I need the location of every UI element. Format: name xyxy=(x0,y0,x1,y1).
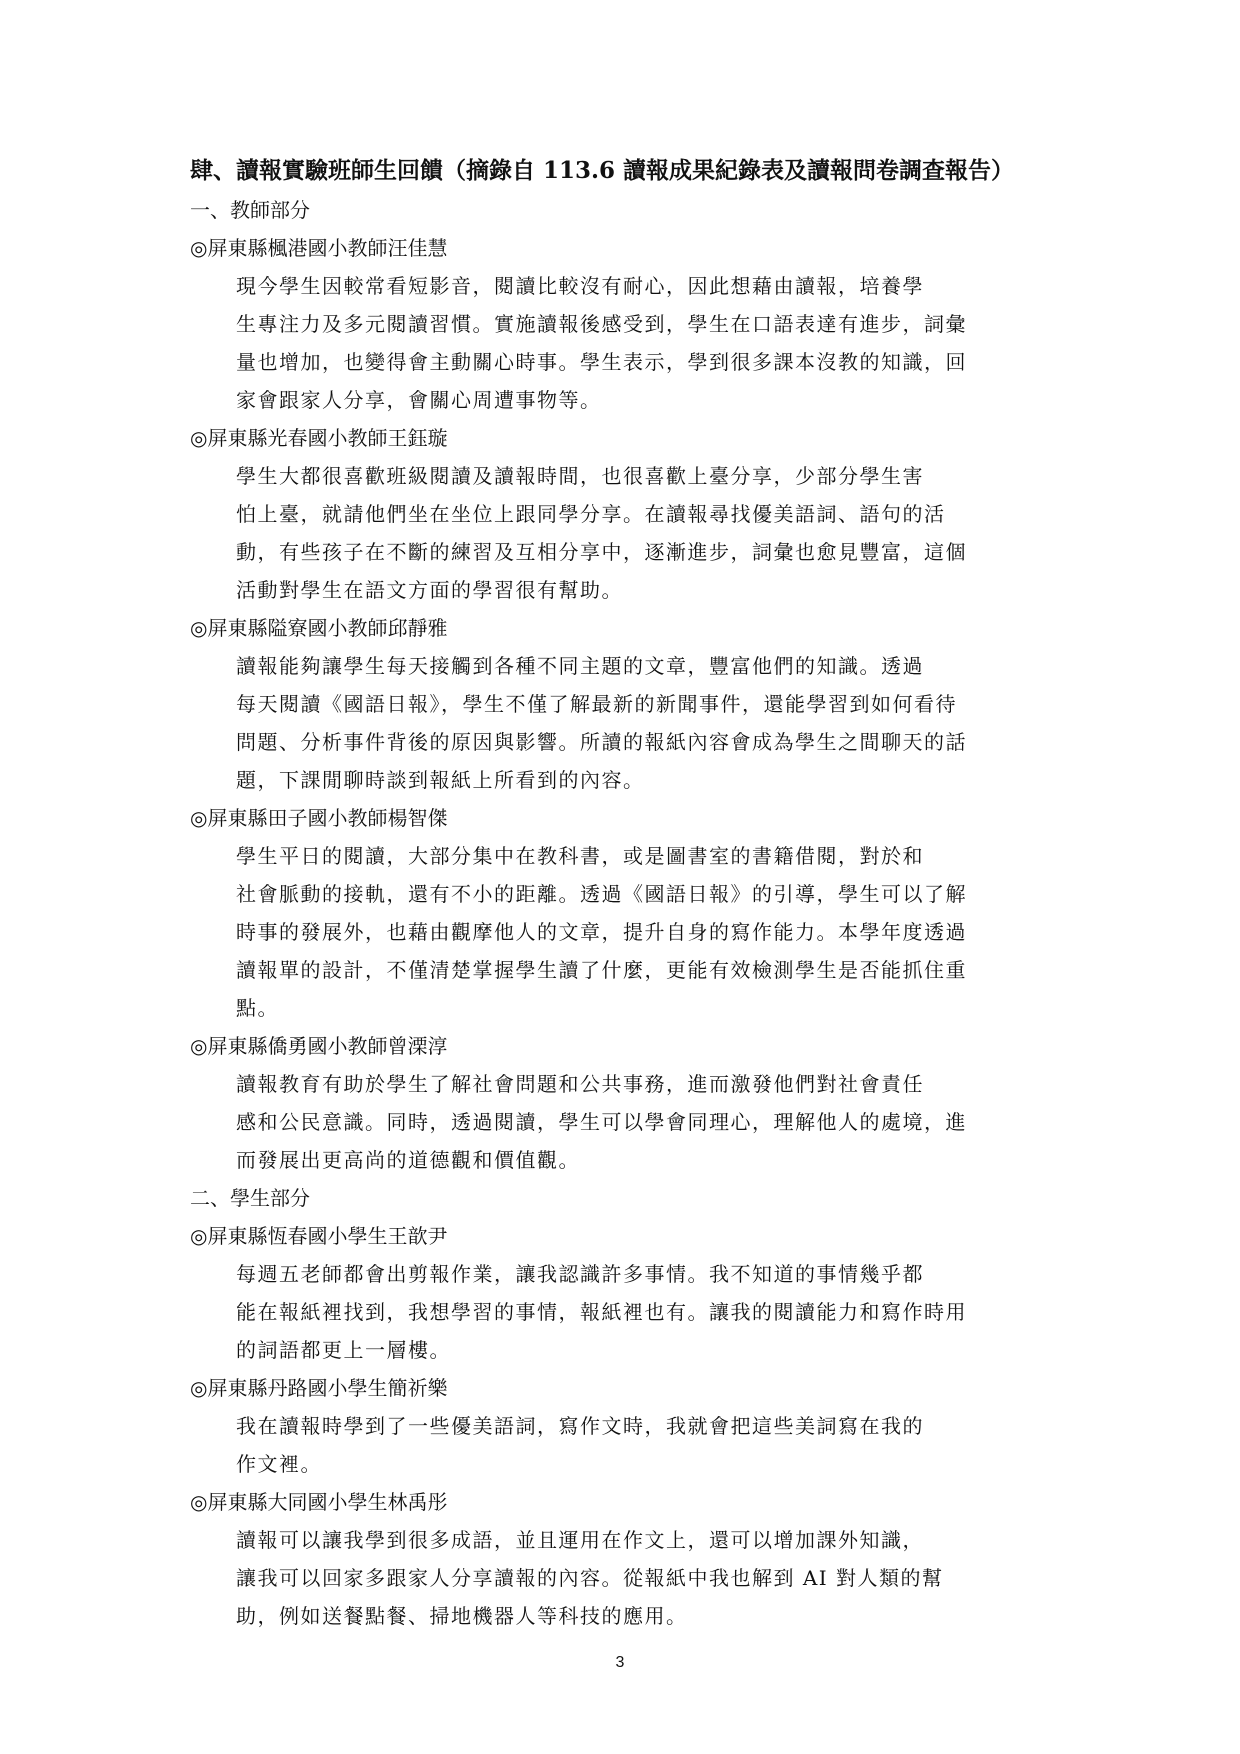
page-number: 3 xyxy=(615,1654,625,1671)
entry-paragraph xyxy=(190,1407,1090,1483)
entry-paragraph xyxy=(190,457,1090,609)
paragraph-line: 讀報能夠讓學生每天接觸到各種不同主題的文章，豐富他們的知識。透過 xyxy=(236,654,924,678)
entry-source: ◎屏東縣大同國小學生林禹彤 xyxy=(190,1490,448,1514)
paragraph-line: 時事的發展外，也藉由觀摩他人的文章，提升自身的寫作能力。本學年度透過 xyxy=(236,920,967,944)
paragraph-line: 問題、分析事件背後的原因與影響。所讀的報紙內容會成為學生之間聊天的話 xyxy=(236,730,967,754)
entry-source: ◎屏東縣楓港國小教師汪佳慧 xyxy=(190,236,448,260)
paragraph-line: 每天閱讀《國語日報》，學生不僅了解最新的新聞事件，還能學習到如何看待 xyxy=(236,692,957,716)
paragraph-line: 讀報單的設計，不僅清楚掌握學生讀了什麼，更能有效檢測學生是否能抓住重 xyxy=(236,958,967,982)
entry-source: ◎屏東縣田子國小教師楊智傑 xyxy=(190,806,448,830)
paragraph-line: 題，下課閒聊時談到報紙上所看到的內容。 xyxy=(236,768,645,792)
section-title: 一、教師部分 xyxy=(190,198,310,222)
paragraph-line: 怕上臺，就請他們坐在坐位上跟同學分享。在讀報尋找優美語詞、語句的活 xyxy=(236,502,946,526)
document-heading: 肆、讀報實驗班師生回饋（摘錄自 113.6 讀報成果紀錄表及讀報問卷調查報告） xyxy=(190,157,1015,184)
paragraph-line: 動，有些孩子在不斷的練習及互相分享中，逐漸進步，詞彙也愈見豐富，這個 xyxy=(236,540,967,564)
entry-source: ◎屏東縣光春國小教師王鈺璇 xyxy=(190,426,448,450)
paragraph-line: 助，例如送餐點餐、掃地機器人等科技的應用。 xyxy=(236,1604,688,1628)
entry-paragraph xyxy=(190,267,1090,419)
entry-source: ◎屏東縣恆春國小學生王歆尹 xyxy=(190,1224,448,1248)
entry-paragraph xyxy=(190,1065,1090,1179)
entry-paragraph xyxy=(190,1521,1090,1635)
paragraph-line: 活動對學生在語文方面的學習很有幫助。 xyxy=(236,578,623,602)
paragraph-line: 我在讀報時學到了一些優美語詞，寫作文時，我就會把這些美詞寫在我的 xyxy=(236,1414,924,1438)
paragraph-line: 每週五老師都會出剪報作業，讓我認識許多事情。我不知道的事情幾乎都 xyxy=(236,1262,924,1286)
paragraph-line: 量也增加，也變得會主動關心時事。學生表示，學到很多課本沒教的知識，回 xyxy=(236,350,967,374)
paragraph-line: 讀報教育有助於學生了解社會問題和公共事務，進而激發他們對社會責任 xyxy=(236,1072,924,1096)
entry-source: ◎屏東縣僑勇國小教師曾溧淳 xyxy=(190,1034,448,1058)
entry-paragraph xyxy=(190,647,1090,799)
paragraph-line: 感和公民意識。同時，透過閱讀，學生可以學會同理心，理解他人的處境，進 xyxy=(236,1110,967,1134)
paragraph-line: 作文裡。 xyxy=(236,1452,322,1476)
entry-paragraph xyxy=(190,837,1090,1027)
paragraph-line: 學生平日的閱讀，大部分集中在教科書，或是圖書室的書籍借閱，對於和 xyxy=(236,844,924,868)
paragraph-line: 家會跟家人分享，會關心周遭事物等。 xyxy=(236,388,602,412)
document-body xyxy=(190,191,1090,1635)
paragraph-line: 社會脈動的接軌，還有不小的距離。透過《國語日報》的引導，學生可以了解 xyxy=(236,882,967,906)
entry-source: ◎屏東縣丹路國小學生簡祈樂 xyxy=(190,1376,448,1400)
paragraph-line: 的詞語都更上一層樓。 xyxy=(236,1338,451,1362)
paragraph-line: 學生大都很喜歡班級閱讀及讀報時間，也很喜歡上臺分享，少部分學生害 xyxy=(236,464,924,488)
paragraph-line: 而發展出更高尚的道德觀和價值觀。 xyxy=(236,1148,580,1172)
section-title: 二、學生部分 xyxy=(190,1186,310,1210)
paragraph-line: 點。 xyxy=(236,996,279,1020)
paragraph-line: 生專注力及多元閱讀習慣。實施讀報後感受到，學生在口語表達有進步，詞彙 xyxy=(236,312,967,336)
paragraph-line: 現今學生因較常看短影音，閱讀比較沒有耐心，因此想藉由讀報，培養學 xyxy=(236,274,924,298)
entry-paragraph xyxy=(190,1255,1090,1369)
paragraph-line: 讓我可以回家多跟家人分享讀報的內容。從報紙中我也解到 AI 對人類的幫 xyxy=(236,1566,944,1590)
entry-source: ◎屏東縣隘寮國小教師邱靜雅 xyxy=(190,616,448,640)
paragraph-line: 讀報可以讓我學到很多成語，並且運用在作文上，還可以增加課外知識， xyxy=(236,1528,924,1552)
paragraph-line: 能在報紙裡找到，我想學習的事情，報紙裡也有。讓我的閱讀能力和寫作時用 xyxy=(236,1300,967,1324)
